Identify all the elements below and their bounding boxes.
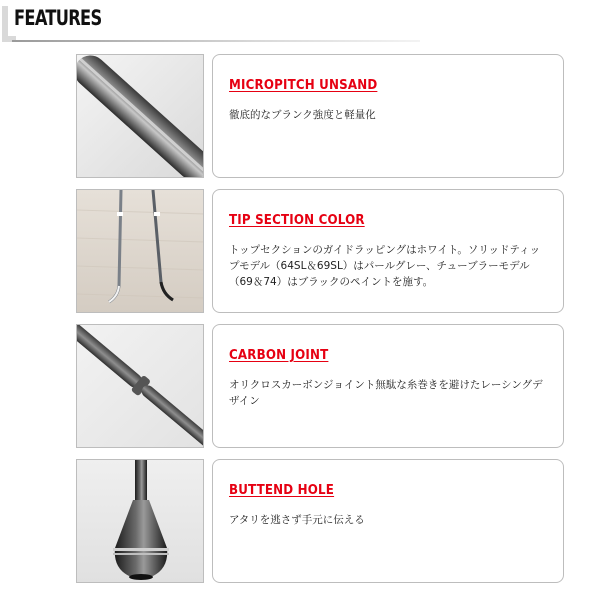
feature-row-buttend	[76, 459, 564, 585]
feature-description: トップセクションのガイドラッピングはホワイト。ソリッドティップモデル（64SL＆69SL）はパールグレー、チューブラーモデル（69＆74）はブラックのペイントを施す。	[229, 244, 541, 288]
feature-description: 徹底的なブランク強度と軽量化	[229, 109, 376, 121]
feature-title: MICROPITCH UNSAND	[229, 77, 378, 93]
feature-image-buttend	[76, 459, 204, 583]
feature-title: CARBON JOINT	[229, 347, 329, 363]
feature-card-carbon-joint	[212, 324, 564, 448]
page-title: FEATURES	[14, 6, 102, 30]
feature-image-carbon-joint	[76, 324, 204, 448]
feature-card-buttend	[212, 459, 564, 583]
feature-row-tip-section	[76, 189, 564, 315]
feature-row-carbon-joint	[76, 324, 564, 450]
feature-description: オリクロスカーボンジョイント無駄な糸巻きを避けたレーシングデザイン	[229, 379, 543, 407]
feature-description: アタリを逃さず手元に伝える	[229, 514, 365, 526]
feature-card-tip-section	[212, 189, 564, 313]
feature-card-micropitch	[212, 54, 564, 178]
feature-image-rod-tips	[76, 189, 204, 313]
header-divider	[12, 40, 420, 42]
feature-image-rod-blank	[76, 54, 204, 178]
features-header	[0, 0, 420, 48]
feature-title: TIP SECTION COLOR	[229, 212, 365, 228]
feature-row-micropitch	[76, 54, 564, 180]
feature-title: BUTTEND HOLE	[229, 482, 335, 498]
